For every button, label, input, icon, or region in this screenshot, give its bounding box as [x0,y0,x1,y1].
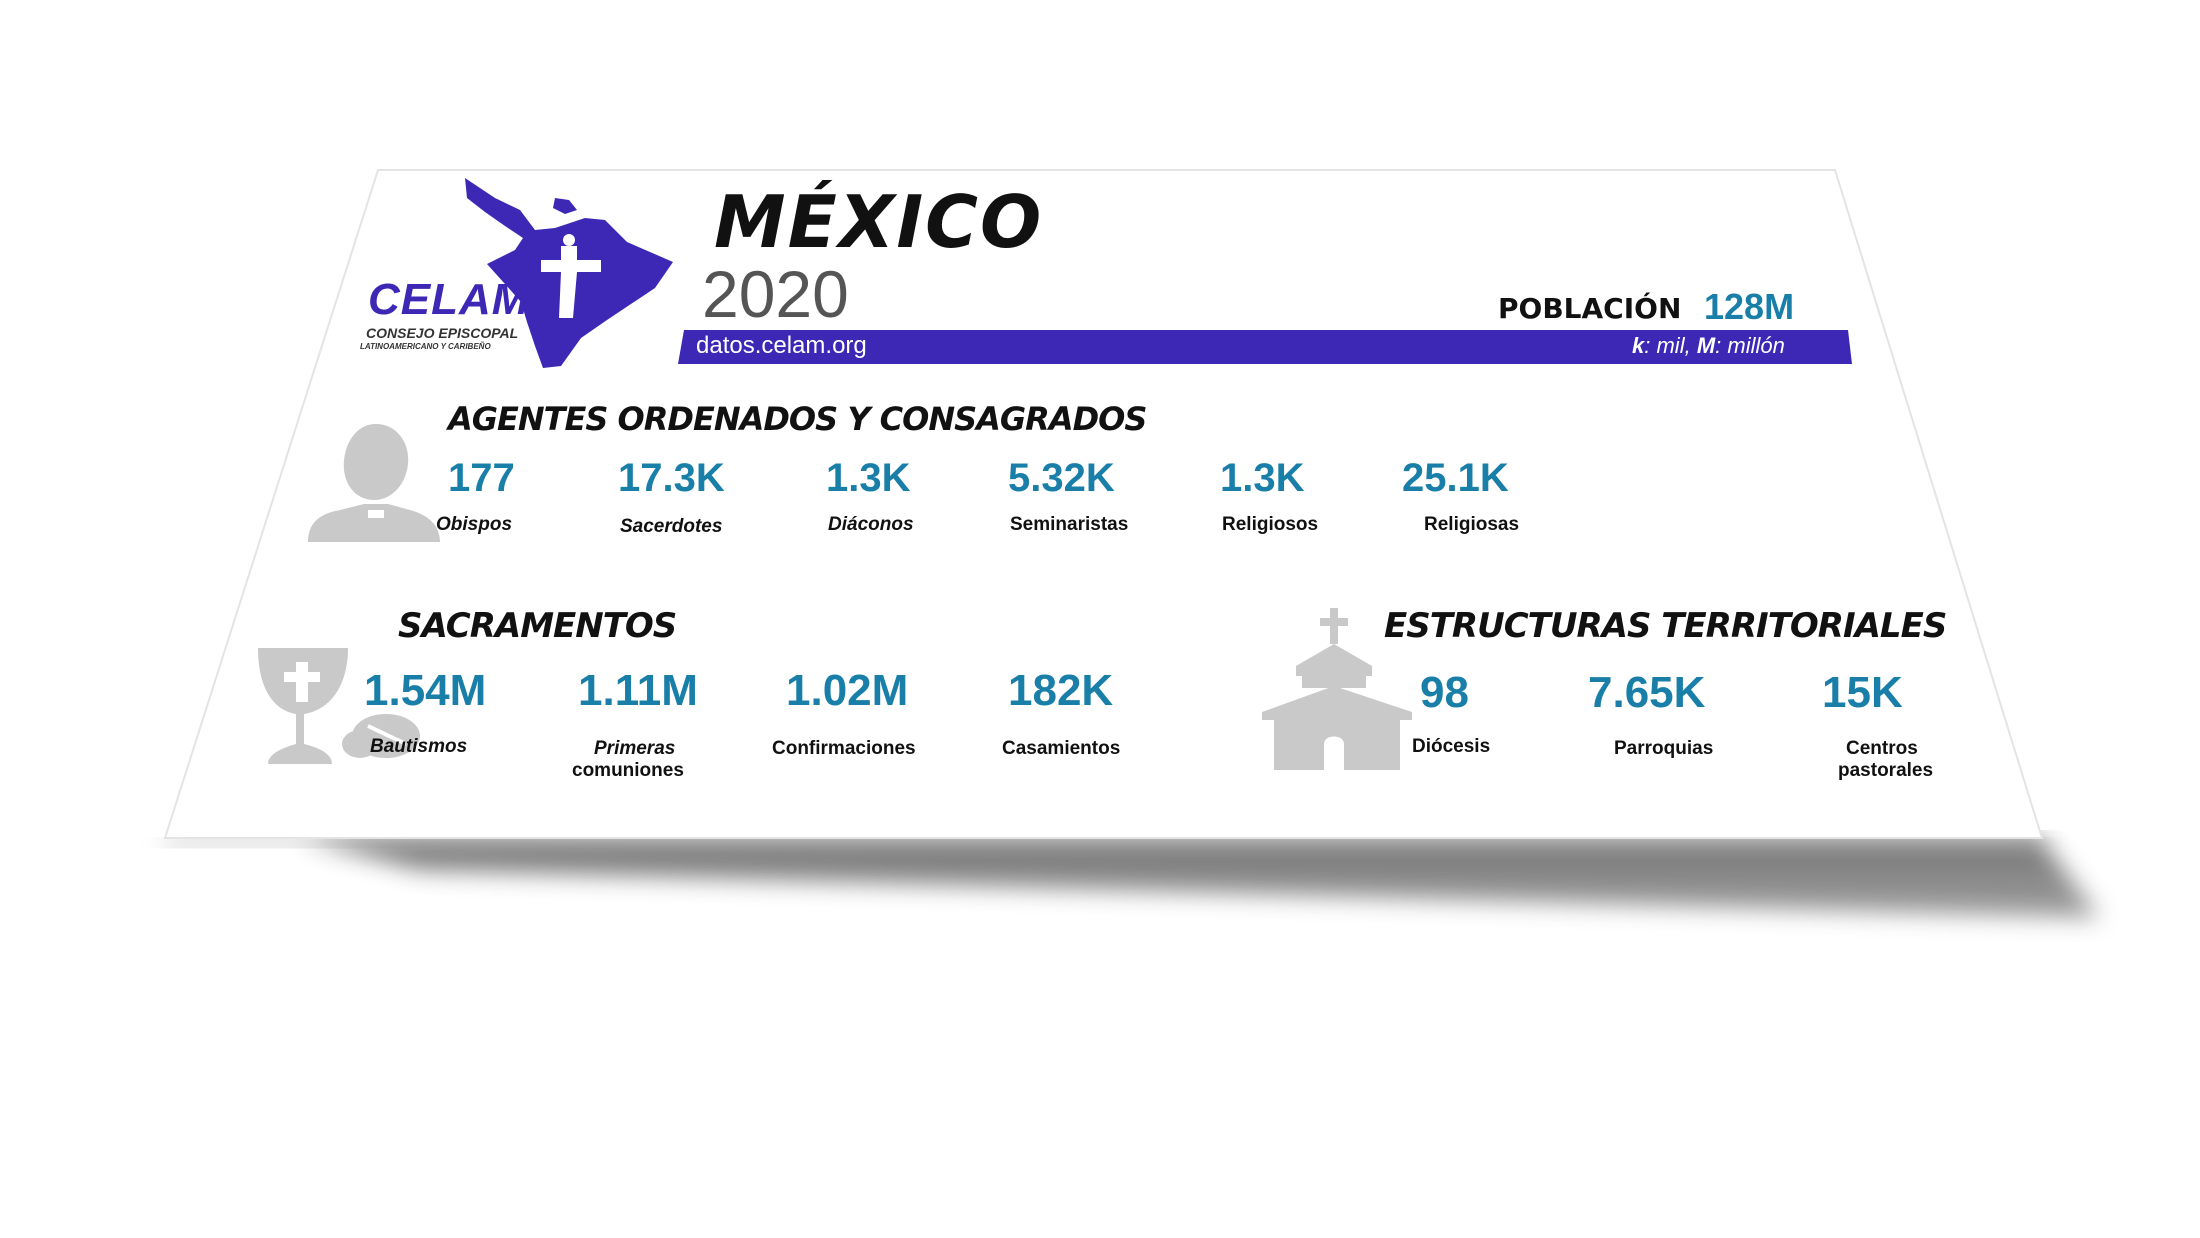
legend-m: M [1696,333,1716,358]
agentes-value-seminaristas: 5.32K [1008,456,1115,500]
estructuras-label-diocesis: Diócesis [1412,736,1491,757]
estructuras-label-centros-2: pastorales [1838,760,1934,781]
sacramentos-label-confirmaciones: Confirmaciones [772,738,916,759]
agentes-label-seminaristas: Seminaristas [1010,514,1129,535]
logo-name: CELAM [368,275,530,324]
sacramentos-label-comuniones: Primeras [594,738,676,759]
estructuras-value-diocesis: 98 [1420,668,1469,717]
agentes-value-obispos: 177 [448,456,515,500]
agentes-label-religiosas: Religiosas [1424,514,1520,535]
agentes-label-obispos: Obispos [436,514,513,535]
sacramentos-label-comuniones-2: comuniones [572,760,684,781]
agentes-label-religiosos: Religiosos [1222,514,1319,535]
country-title: MÉXICO [714,180,1044,264]
sacramentos-value-casamientos: 182K [1008,666,1114,715]
agentes-value-diaconos: 1.3K [826,456,911,500]
sacramentos-title: SACRAMENTOS [398,606,677,646]
url-link[interactable]: datos.celam.org [696,332,867,359]
sacramentos-label-bautismos: Bautismos [370,736,468,757]
legend-k-text: : mil, [1644,333,1697,358]
agentes-title: AGENTES ORDENADOS Y CONSAGRADOS [448,400,1147,438]
population-value: 128M [1704,286,1795,327]
sacramentos-label-casamientos: Casamientos [1002,738,1121,759]
legend-k: k [1632,333,1645,358]
sacramentos-value-comuniones: 1.11M [578,666,698,715]
legend-m-text: : millón [1715,333,1785,358]
year-subtitle: 2020 [702,257,849,331]
estructuras-label-parroquias: Parroquias [1614,738,1714,759]
estructuras-label-centros: Centros [1846,738,1918,759]
logo-line1: CONSEJO EPISCOPAL [366,325,519,341]
sacramentos-value-confirmaciones: 1.02M [786,666,909,715]
agentes-label-sacerdotes: Sacerdotes [620,516,723,537]
agentes-value-sacerdotes: 17.3K [618,456,725,500]
population-label: POBLACIÓN [1498,292,1682,325]
logo-line2: LATINOAMERICANO Y CARIBEÑO [360,342,491,351]
priest-icon [288,420,448,542]
agentes-label-diaconos: Diáconos [828,514,914,535]
estructuras-value-parroquias: 7.65K [1588,668,1706,717]
agentes-value-religiosas: 25.1K [1402,456,1509,500]
agentes-value-religiosos: 1.3K [1220,456,1305,500]
estructuras-title: ESTRUCTURAS TERRITORIALES [1384,606,1947,646]
units-legend [1632,333,1785,359]
sacramentos-value-bautismos: 1.54M [364,666,487,715]
estructuras-value-centros: 15K [1822,668,1903,717]
